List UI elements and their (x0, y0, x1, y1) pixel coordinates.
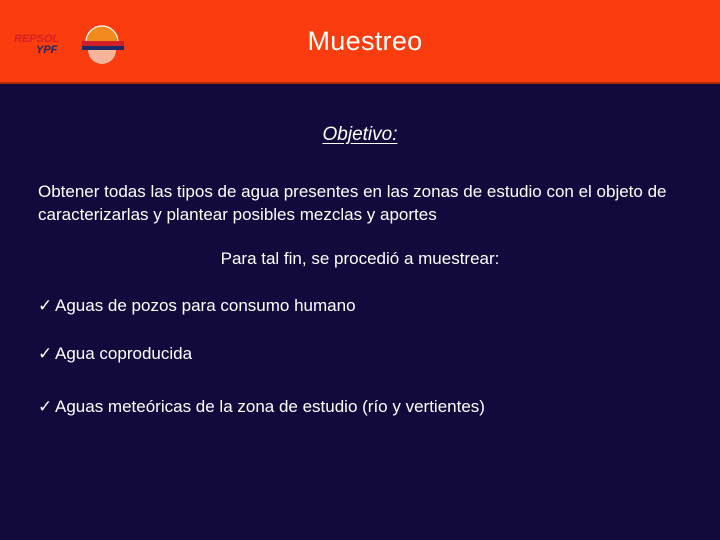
objective-text: Obtener todas las tipos de agua presentes en las zonas de estudio con el objeto de caracterizarlas y plantear posibles mezclas y aportes (38, 182, 667, 224)
objective-heading: Objetivo: (322, 124, 398, 145)
header-bar (0, 0, 720, 84)
check-icon: ✓ (38, 344, 53, 363)
check-icon: ✓ (38, 296, 53, 315)
logo-text-repsol: REPSOL (14, 33, 60, 45)
method-text: Para tal fin, se procedió a muestrear: (220, 249, 500, 268)
list-item-label: Aguas meteóricas de la zona de estudio (río y vertientes) (55, 397, 485, 416)
list-item-label: Agua coproducida (55, 344, 193, 363)
list-item (38, 296, 356, 316)
check-icon: ✓ (38, 397, 53, 416)
list-item (38, 344, 192, 364)
logo-text-ypf: YPF (36, 44, 58, 56)
list-item (38, 397, 485, 417)
list-item-label: Aguas de pozos para consumo humano (55, 296, 356, 315)
page-title: Muestreo (307, 26, 423, 56)
